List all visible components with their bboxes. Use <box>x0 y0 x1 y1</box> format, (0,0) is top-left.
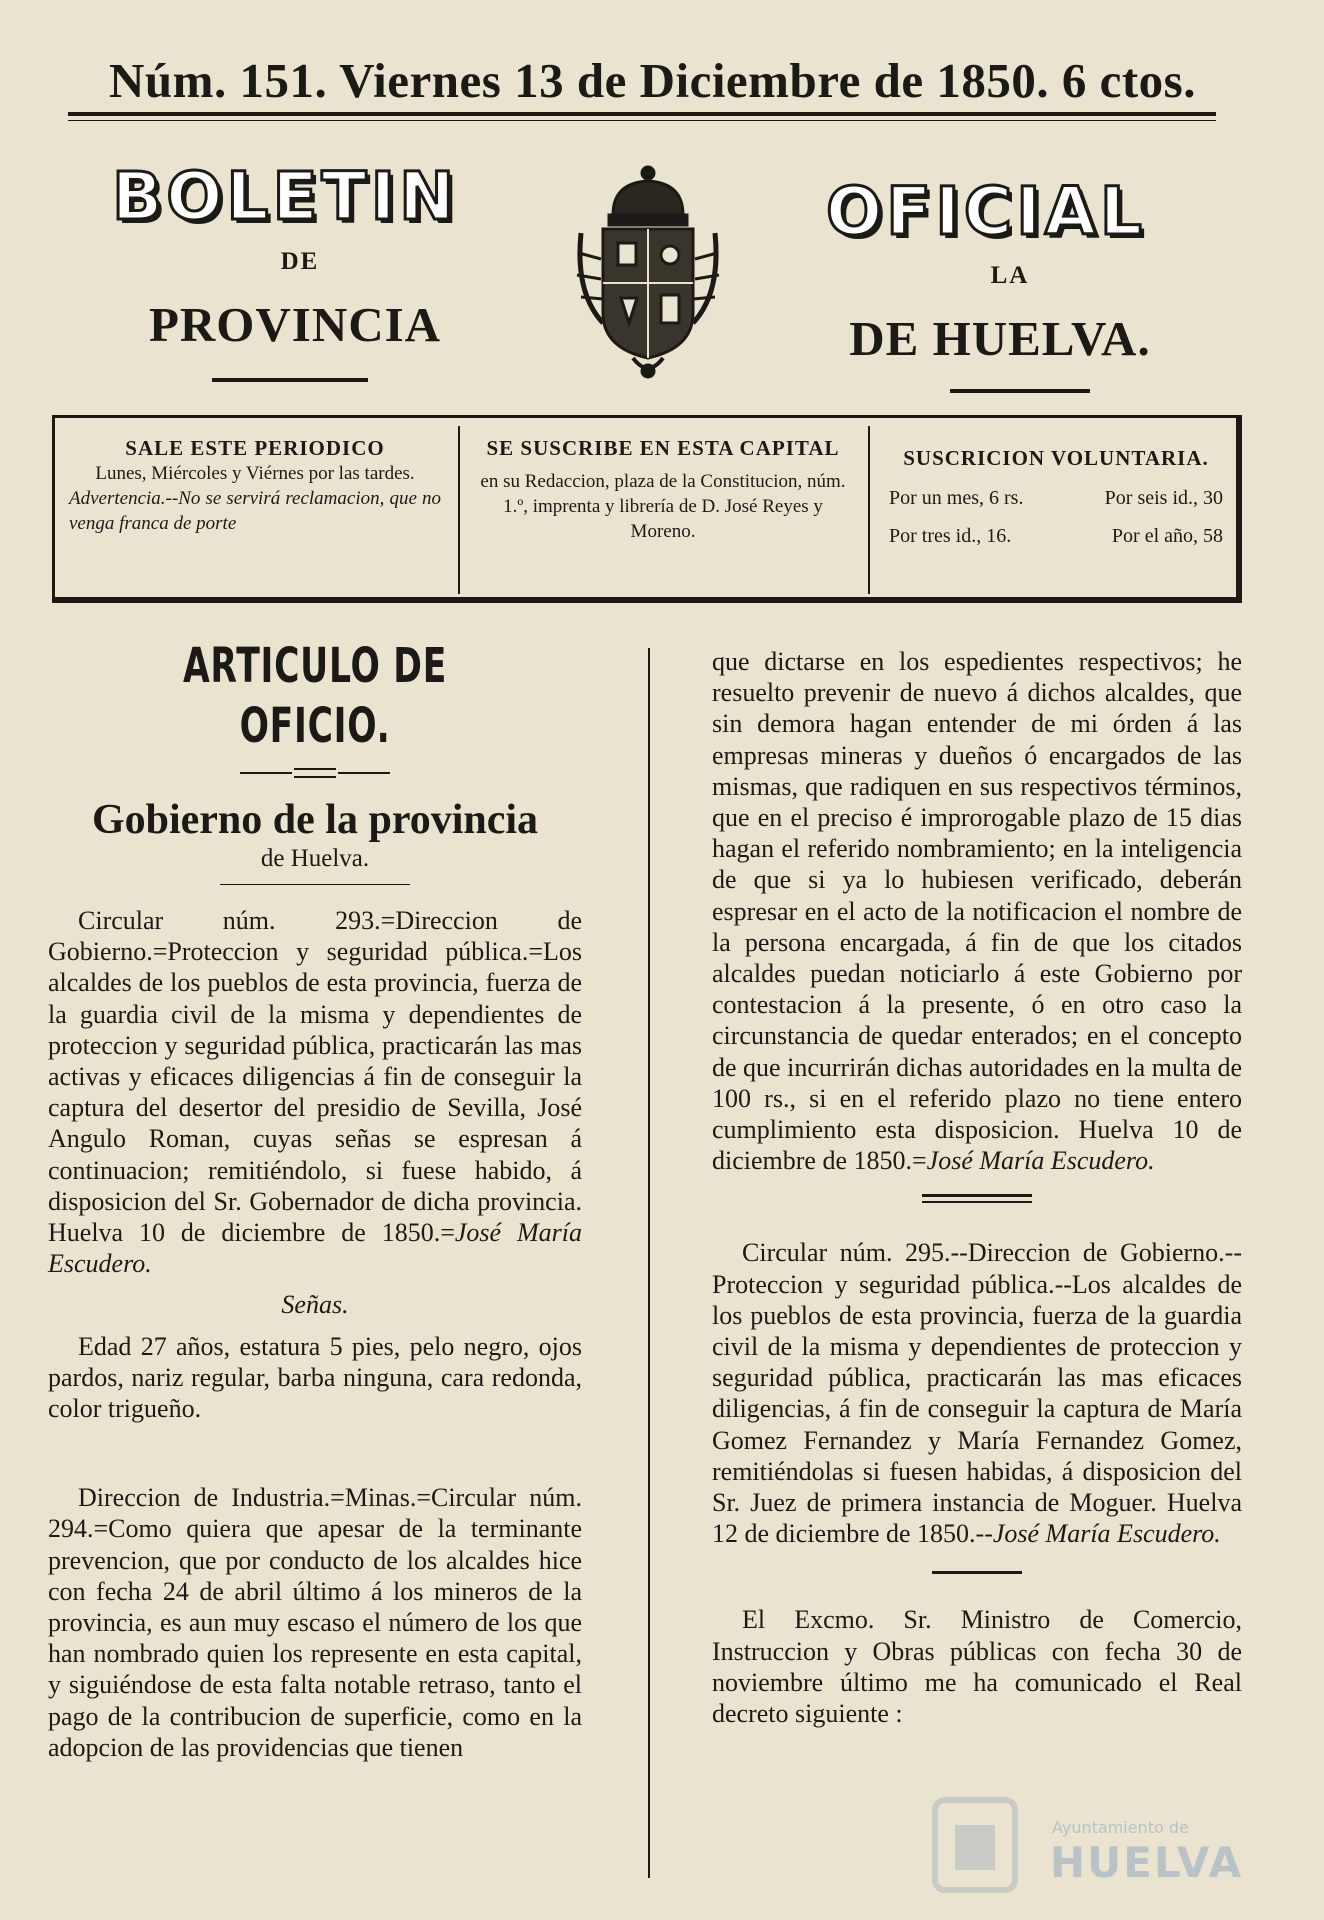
watermark-huelva: HUELVA <box>1050 1838 1244 1887</box>
coat-of-arms-icon <box>573 163 723 383</box>
ornament-divider <box>48 768 582 778</box>
senas-label: Señas. <box>281 1290 349 1320</box>
watermark-seal-icon <box>920 1790 1030 1900</box>
circular-295 <box>712 1237 1242 1549</box>
subscription-info-panel <box>52 415 1242 603</box>
masthead-right-rule <box>950 389 1090 393</box>
section-title: ARTICULO DE OFICIO. <box>182 638 448 754</box>
circular-294-continued-text: que dictarse en los espedientes respectivos; he resuelto prevenir de nuevo á dichos alcaldes, que sin demora hagan entender de mi órden á las empresas mineras y dueños ó encargados de las mismas, que radiquen en sus respectivos términos, que en el preciso é improrogable plazo de 15 dias hagan el referido nombramiento; en la inteligencia de que si ya lo hubiesen verificado, deberán espresar en el acto de la notificacion el nombre de la persona encargada, á fin de que los citados alcaldes puedan noticiarlo á este Gobierno por contestacion á la presente, ó en otro caso la circunstancia de quedar enterados; en el concepto de que incurrirán dichas autoridades en la multa de 100 rs., si en el referido plazo no tiene entero cumplimiento esta disposicion. Huelva 10 de diciembre de 1850.= <box>712 647 1242 1176</box>
masthead-la: LA <box>990 262 1030 289</box>
circular-294: Direccion de Industria.=Minas.=Circular núm. 294.=Como quiera que apesar de la terminante prevencion, que por conducto de los alcaldes hice con fecha 24 de abril último á los mineros de la provincia, es aun muy escaso el número de los que han nombrado quien los represente en esta capital, y siguiéndose de esta falta notable retraso, tanto el pago de la contribucion de superficie, como en la adopcion de las providencias que tienen <box>48 1483 582 1762</box>
info-box-publication-days: Lunes, Miércoles y Viérnes por las tardes. <box>95 463 415 484</box>
info-box-fees <box>873 418 1239 597</box>
ministro-notice: El Excmo. Sr. Ministro de Comercio, Instruccion y Obras públicas con fecha 30 de noviembre último me ha comunicado el Real decreto siguiente : <box>712 1605 1242 1729</box>
masthead-boletin: BOLETIN <box>112 158 459 235</box>
masthead-oficial: OFICIAL <box>826 173 1146 250</box>
info-box-subscription-text: en su Redaccion, plaza de la Constitucion, núm. 1.º, imprenta y librería de D. José Reyes y Moreno. <box>480 471 846 542</box>
circular-294-signature: José María Escudero. <box>926 1146 1155 1176</box>
right-column <box>712 646 1242 1729</box>
info-divider <box>458 426 460 594</box>
info-box-subscription-heading: SE SUSCRIBE EN ESTA CAPITAL <box>486 436 840 460</box>
header-rule-thin <box>68 120 1216 121</box>
info-box-fees-heading: SUSCRICION VOLUNTARIA. <box>903 446 1209 470</box>
circular-294-continued <box>712 646 1242 1176</box>
senas-text: Edad 27 años, estatura 5 pies, pelo negro, ojos pardos, nariz regular, barba ninguna, cara redonda, color trigueño. <box>48 1331 582 1424</box>
spacer <box>48 1424 582 1482</box>
circular-295-signature: José María Escudero. <box>992 1519 1221 1549</box>
fee-right: Por seis id., 30 <box>1104 487 1223 509</box>
info-box-publication <box>55 418 455 597</box>
left-column <box>48 636 582 1763</box>
circular-293-signature: José María Escudero. <box>48 1218 582 1279</box>
masthead-provincia: PROVINCIA <box>148 297 442 352</box>
watermark-caption: Ayuntamiento de <box>1052 1818 1189 1837</box>
header-rule <box>68 112 1216 116</box>
gobierno-subheading: de Huelva. <box>260 845 370 872</box>
short-rule <box>932 1571 1022 1574</box>
fee-row <box>887 517 1225 555</box>
masthead-de: DE <box>280 248 320 275</box>
masthead-de-huelva: DE HUELVA. <box>849 311 1151 366</box>
column-divider <box>648 648 650 1878</box>
fee-right: Por el año, 58 <box>1111 525 1223 547</box>
double-rule <box>922 1194 1032 1203</box>
fee-left: Por un mes, 6 rs. <box>889 487 1024 509</box>
circular-293-text: Circular núm. 293.=Direccion de Gobierno.=Proteccion y seguridad pública.=Los alcaldes de los pueblos de esta provincia, fuerza de la guardia civil de la misma y dependientes de proteccion y seguridad pública, practicarán las mas activas y eficaces diligencias á fin de conseguir la captura del desertor del presidio de Sevilla, José Angulo Roman, cuyas señas se espresan á continuacion; remitiéndolo, si fuese habido, á disposicion del Sr. Gobernador de dicha provincia. Huelva 10 de diciembre de 1850.= <box>48 906 582 1248</box>
fee-row <box>887 479 1225 517</box>
info-box-subscription <box>463 418 863 597</box>
issue-line: Núm. 151. Viernes 13 de Diciembre de 1850. 6 ctos. <box>109 53 1196 108</box>
circular-295-text: Circular núm. 295.--Direccion de Gobierno.--Proteccion y seguridad pública.--Los alcaldes de los pueblos de esta provincia, fuerza de la guardia civil de la misma y dependientes de proteccion y seguridad pública, practicarán las mas eficaces diligencias, á fin de conseguir la captura de María Gomez Fernandez y María Fernandez Gomez, remitiéndolas si fuesen habidas, á disposicion del Sr. Juez de primera instancia de Moguer. Huelva 12 de diciembre de 1850.-- <box>712 1238 1242 1549</box>
circular-293 <box>48 905 582 1279</box>
gobierno-heading: Gobierno de la provincia <box>91 797 539 843</box>
info-box-publication-notice: Advertencia.--No se servirá reclamacion, que no venga franca de porte <box>69 488 441 534</box>
fee-left: Por tres id., 16. <box>889 525 1012 547</box>
info-divider <box>868 426 870 594</box>
masthead-left-rule <box>212 378 368 382</box>
thin-rule <box>220 884 410 885</box>
info-box-publication-heading: SALE ESTE PERIODICO <box>125 436 385 460</box>
